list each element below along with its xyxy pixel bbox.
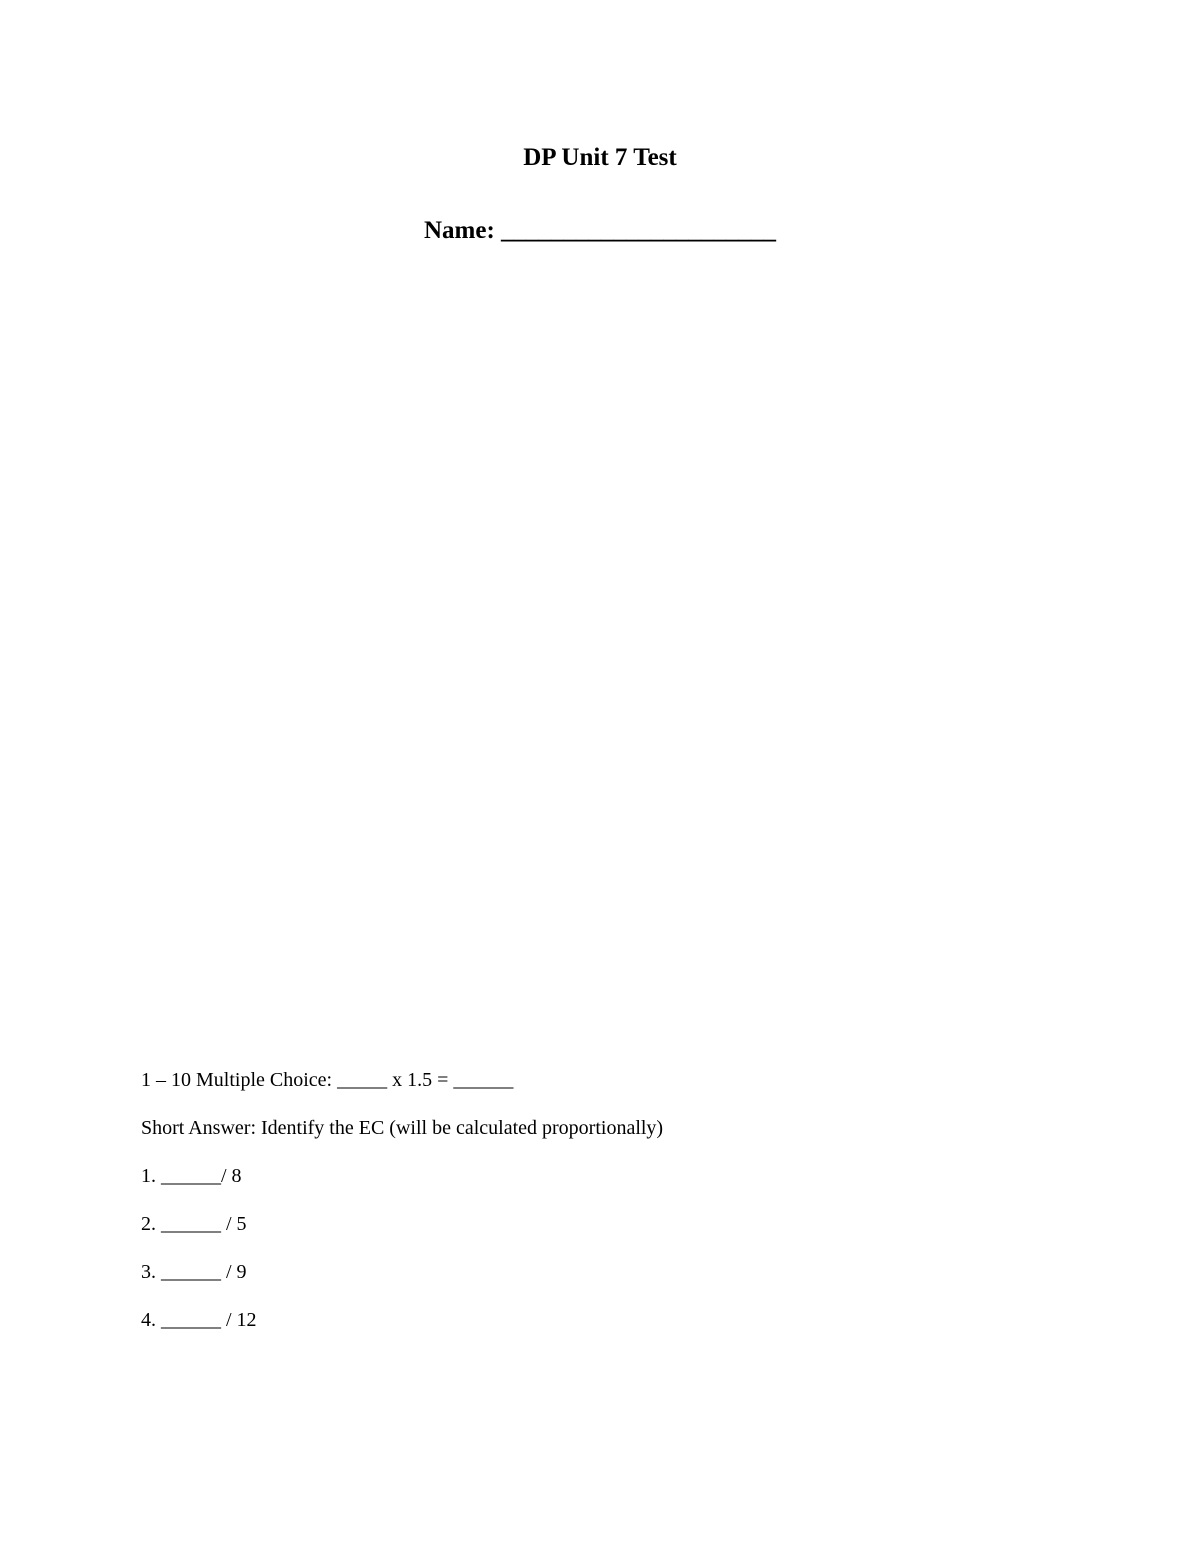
document-title: DP Unit 7 Test [523,144,677,171]
name-field-line: Name: ______________________ [423,217,777,244]
multiple-choice-score-line: 1 – 10 Multiple Choice: _____ x 1.5 = ______ [141,1069,514,1091]
short-answer-item-2: 2. ______ / 5 [141,1213,247,1235]
short-answer-item-1: 1. ______/ 8 [141,1165,242,1187]
short-answer-item-3: 3. ______ / 9 [141,1261,247,1283]
short-answer-item-4: 4. ______ / 12 [141,1309,257,1331]
short-answer-heading: Short Answer: Identify the EC (will be calculated proportionally) [141,1117,664,1139]
